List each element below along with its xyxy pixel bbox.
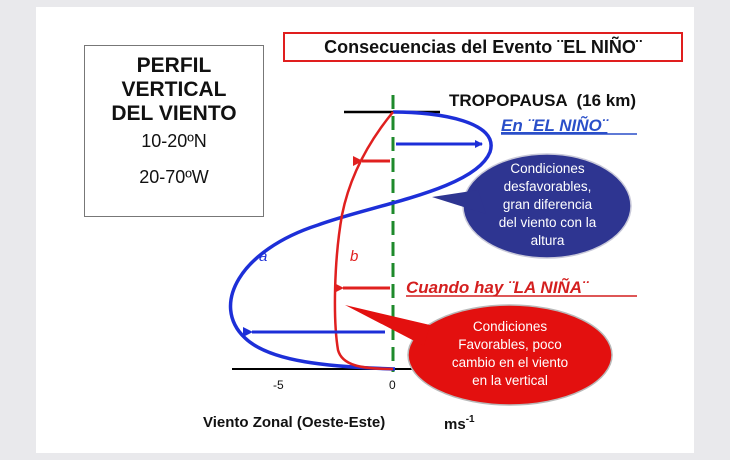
el-nino-label: En ¨EL NIÑO¨ [501, 116, 608, 135]
tropopause-label: TROPOPAUSA (16 km) [449, 91, 637, 110]
profile-title-line-1: PERFIL [136, 54, 212, 77]
x-axis-unit-text: ms [444, 416, 466, 433]
profile-longitude: 20-70ºW [139, 167, 209, 187]
x-axis-label-text: Viento Zonal (Oeste-Este) [203, 414, 386, 431]
favorable-line-3: cambio en el viento [451, 355, 569, 370]
x-axis-unit-exponent: -1 [465, 414, 475, 425]
profile-latitude: 10-20ºN [141, 131, 207, 151]
favorable-line-4: en la vertical [472, 373, 548, 388]
x-axis-unit [444, 414, 475, 433]
x-tick-0: 0 [389, 378, 396, 392]
slide-title-text: Consecuencias del Evento ¨EL NIÑO¨ [324, 36, 642, 57]
curve-a-label: a [259, 248, 268, 265]
unfavorable-bubble-text [475, 160, 620, 250]
curve-b-label: b [350, 248, 359, 265]
profile-title-line-2: VERTICAL [121, 78, 227, 101]
curve-b-la-nina [335, 112, 393, 369]
unfavorable-line-4: del viento con la [498, 215, 597, 230]
favorable-line-1: Condiciones [472, 319, 548, 334]
profile-title-line-3: DEL VIENTO [111, 102, 237, 125]
x-tick-minus-5: -5 [273, 378, 284, 392]
unfavorable-line-3: gran diferencia [502, 197, 593, 212]
unfavorable-line-1: Condiciones [510, 161, 585, 176]
x-axis-label [203, 414, 385, 431]
unfavorable-line-2: desfavorables, [503, 179, 592, 194]
favorable-bubble-text [430, 318, 590, 390]
favorable-line-2: Favorables, poco [458, 337, 562, 352]
unfavorable-line-5: altura [530, 233, 565, 248]
la-nina-label: Cuando hay ¨LA NIÑA¨ [406, 278, 588, 297]
